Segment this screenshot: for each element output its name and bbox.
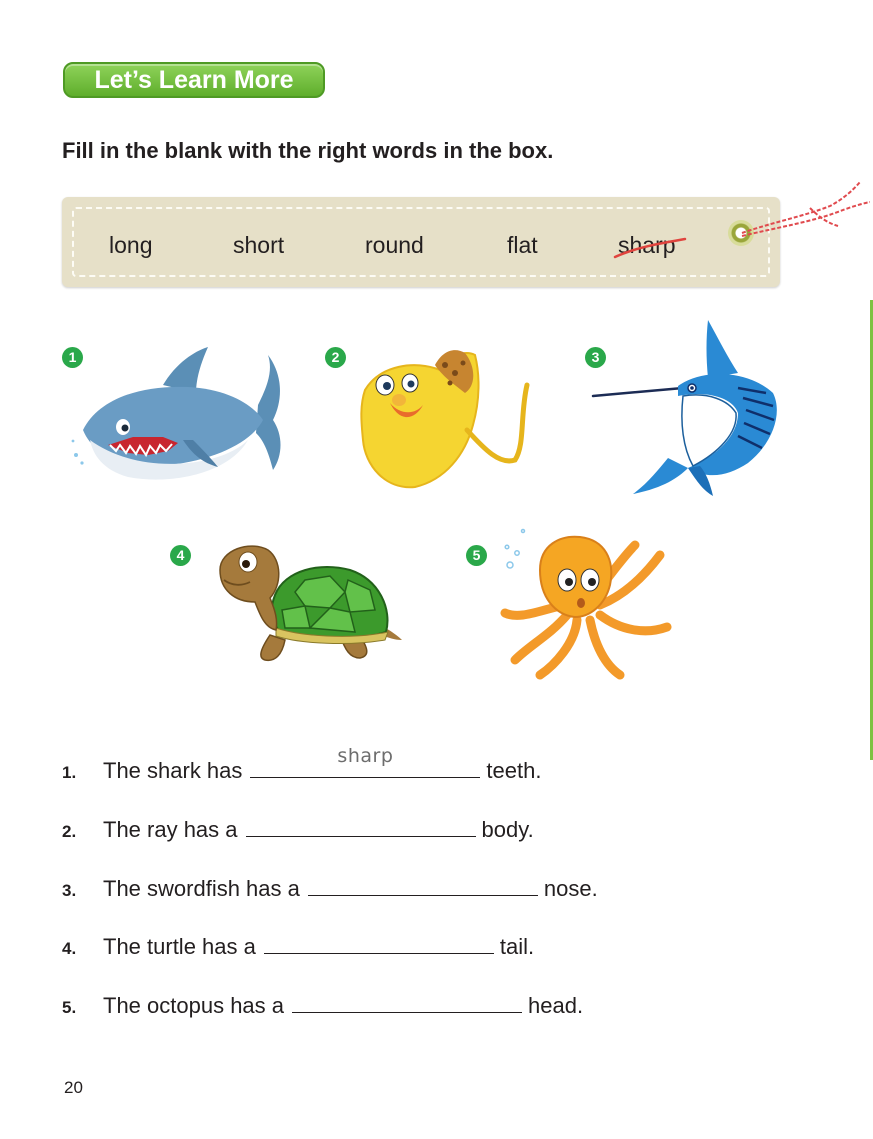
sentence-text-before: The shark has [103,758,243,783]
answer-blank[interactable] [250,745,480,778]
sentence-text-before: The octopus has a [103,993,285,1018]
sentence-text-before: The ray has a [103,817,238,842]
answer-blank[interactable] [308,873,538,896]
shark-icon [68,345,288,490]
picture-number-badge: 2 [325,347,346,368]
sentence-number: 3. [62,881,77,900]
picture-number-badge: 4 [170,545,191,566]
sentence-5 [62,990,583,1020]
answer-blank[interactable] [246,814,476,837]
answer-blank[interactable] [264,931,494,954]
picture-number-badge: 5 [466,545,487,566]
picture-number-badge: 3 [585,347,606,368]
sentence-text-after: nose. [543,876,598,901]
octopus-icon [495,525,680,685]
instruction-text: Fill in the blank with the right words in the box. [62,138,554,163]
word-bank-item: short [233,232,285,258]
picture-number-badge: 1 [62,347,83,368]
sentence-text-after: tail. [499,934,535,959]
word-bank-box [62,197,780,287]
sentence-text-after: teeth. [486,758,542,783]
word-bank-item: flat [507,232,538,258]
sentence-2 [62,814,534,844]
sentence-3 [62,873,598,903]
turtle-icon [210,540,410,665]
sentence-number: 4. [62,939,77,958]
word-bank-item: long [109,232,153,258]
sentence-number: 2. [62,822,77,841]
ray-icon [355,345,535,495]
word-bank-item: round [365,232,424,258]
sentence-text-before: The turtle has a [103,934,256,959]
sentence-text-after: body. [481,817,534,842]
section-title: Let’s Learn More [63,62,325,98]
sentence-text-before: The swordfish has a [103,876,300,901]
page-number: 20 [64,1078,83,1097]
answer-blank[interactable] [292,990,522,1013]
sentence-number: 5. [62,998,77,1017]
strikethrough-mark [62,197,780,287]
swordfish-icon [588,318,793,498]
word-bank-item-used: sharp [618,232,676,258]
sentence-text-after: head. [528,993,584,1018]
sentence-4 [62,931,534,961]
sentence-number: 1. [62,763,77,782]
answer-text: sharp [337,745,394,767]
tag-string-icon [720,178,870,248]
sentence-1 [62,745,542,785]
